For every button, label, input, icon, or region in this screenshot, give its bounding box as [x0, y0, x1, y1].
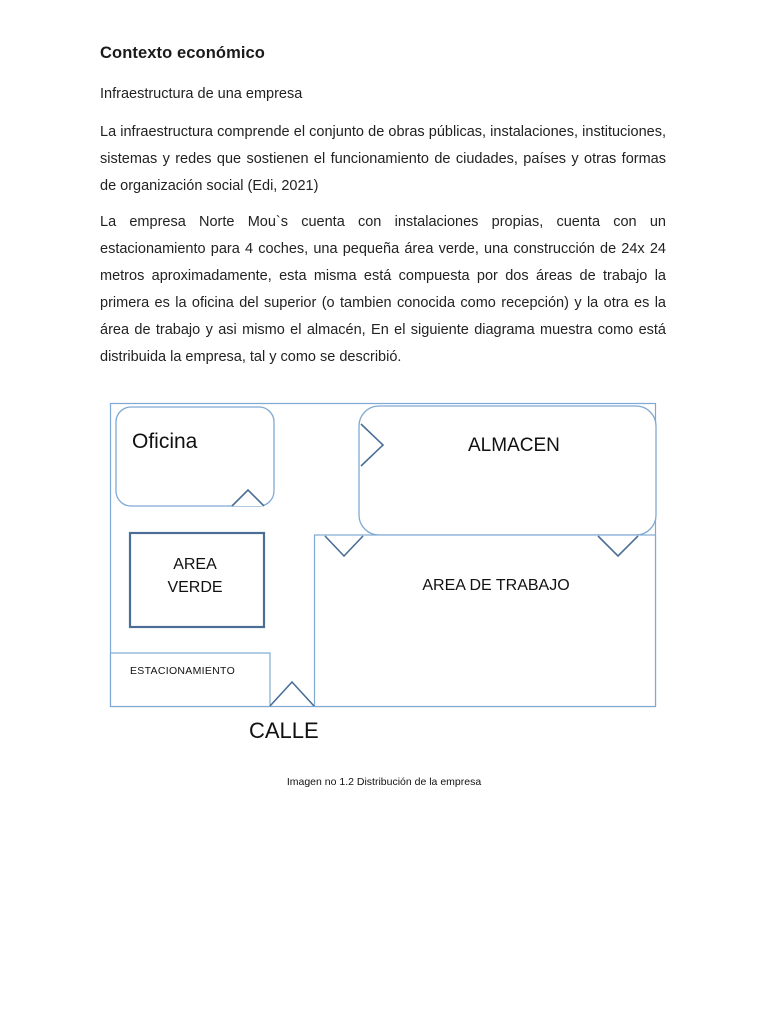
- oficina-label: Oficina: [132, 430, 198, 453]
- area-de-trabajo: [315, 535, 656, 707]
- paragraph-empresa: La empresa Norte Mou`s cuenta con instalaciones propias, cuenta con un estacionamiento para 4 coches, una pequeña área verde, una construcción de 24x 24 metros aproximadamente, esta misma está compuesta por dos áreas de trabajo la primera es la oficina del superior (o tambien conocida como recepción) y la otra es la área de trabajo y asi mismo el almacén, En el siguiente diagrama muestra como está distribuida la empresa, tal y como se describió.: [100, 214, 666, 365]
- area-verde-label-line2: VERDE: [167, 579, 223, 596]
- calle-label: CALLE: [249, 718, 319, 743]
- almacen-room: [359, 406, 656, 535]
- subsection-heading: Infraestructura de una empresa: [100, 86, 303, 102]
- section-heading: Contexto económico: [100, 44, 265, 62]
- oficina-room: [116, 407, 274, 506]
- area-verde-label-line1: AREA: [173, 556, 217, 573]
- figure-caption: Imagen no 1.2 Distribución de la empresa: [286, 776, 482, 788]
- estacionamiento: [111, 653, 271, 707]
- area-de-trabajo-label: AREA DE TRABAJO: [422, 577, 570, 594]
- main-entrance: [270, 682, 314, 706]
- almacen-label: ALMACEN: [468, 435, 560, 456]
- paragraph-infraestructura: La infraestructura comprende el conjunto de obras públicas, instalaciones, instituciones, sistemas y redes que sostienen el funcionamiento de ciudades, países y otras formas de organización social (Edi, 2021): [100, 124, 666, 194]
- estacionamiento-label: ESTACIONAMIENTO: [130, 665, 236, 677]
